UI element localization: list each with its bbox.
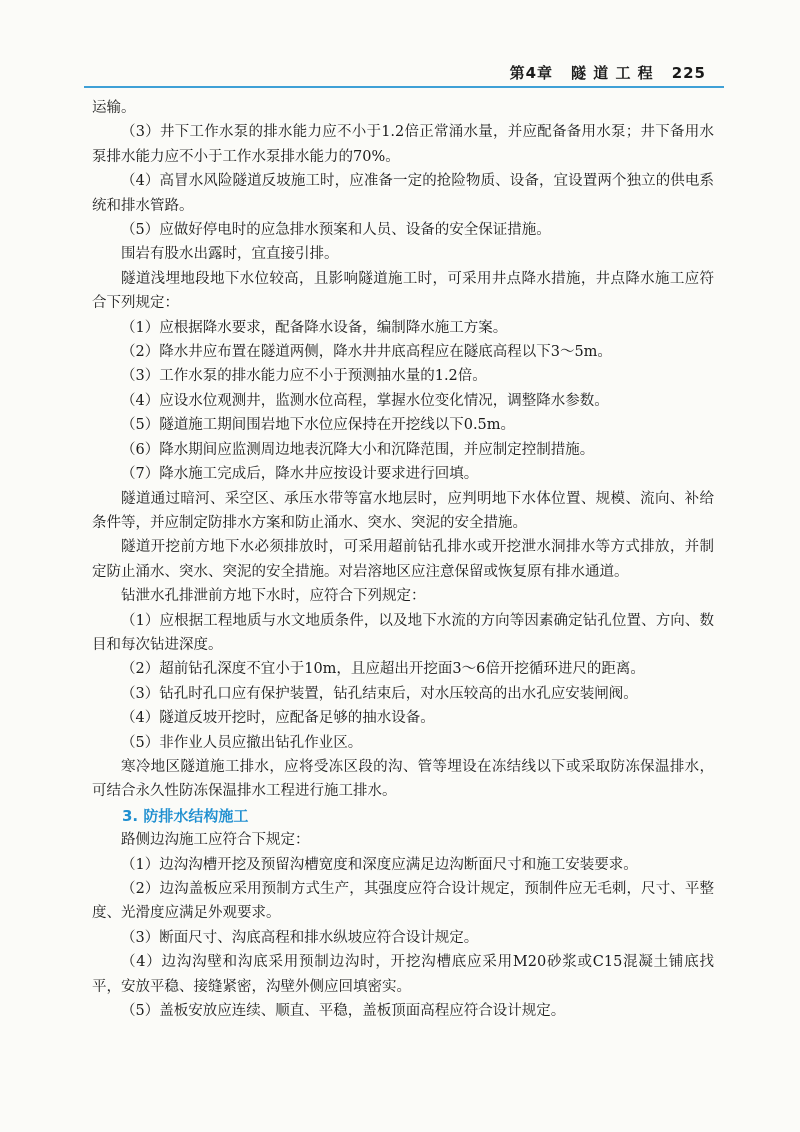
list-item: （3）工作水泵的排水能力应不小于预测抽水量的1.2倍。 — [121, 368, 487, 385]
list-item: （5）应做好停电时的应急排水预案和人员、设备的安全保证措施。 — [121, 222, 551, 239]
paragraph: 钻泄水孔排泄前方地下水时，应符合下列规定： — [121, 588, 426, 605]
list-item: （3）钻孔时孔口应有保护装置，钻孔结束后，对水压较高的出水孔应安装闸阀。 — [121, 685, 638, 702]
list-item: （4）边沟沟壁和沟底采用预制边沟时，开挖沟槽底应采用M20砂浆或C15混凝土铺底找平，安放平稳、接缝紧密，沟壁外侧应回填密实。 — [92, 954, 714, 995]
list-item: （4）应设水位观测井，监测水位高程，掌握水位变化情况，调整降水参数。 — [121, 392, 609, 409]
page-body — [92, 96, 714, 1023]
running-head — [510, 62, 706, 83]
list-item: （2）降水井应布置在隧道两侧，降水井井底高程应在隧底高程以下3～5m。 — [121, 344, 612, 361]
paragraph: 运输。 — [92, 100, 136, 116]
list-item: （7）降水施工完成后，降水井应按设计要求进行回填。 — [121, 466, 479, 483]
list-item: （2）边沟盖板应采用预制方式生产，其强度应符合设计规定，预制件应无毛刺，尺寸、平整度、光滑度应满足外观要求。 — [92, 881, 714, 922]
list-item: （2）超前钻孔深度不宜小于10m，且应超出开挖面3～6倍开挖循环进尺的距离。 — [121, 661, 645, 678]
paragraph: 围岩有股水出露时，宜直接引排。 — [121, 246, 339, 263]
list-item: （5）隧道施工期间围岩地下水位应保持在开挖线以下0.5m。 — [121, 417, 516, 434]
chapter-label: 第4章 — [509, 64, 554, 82]
header-rule — [84, 86, 724, 88]
list-item: （1）应根据工程地质与水文地质条件，以及地下水流的方向等因素确定钻孔位置、方向、数目和每次钻进深度。 — [92, 612, 714, 653]
paragraph: 隧道通过暗河、采空区、承压水带等富水地层时，应判明地下水体位置、规模、流向、补给条件等，并应制定防排水方案和防止涌水、突水、突泥的安全措施。 — [92, 490, 714, 531]
page-number: 225 — [671, 64, 706, 82]
list-item: （5）非作业人员应撤出钻孔作业区。 — [121, 734, 363, 751]
paragraph: 路侧边沟施工应符合下规定： — [121, 832, 310, 849]
section-heading: 3. 防排水结构施工 — [122, 806, 249, 825]
list-item: （4）高冒水风险隧道反坡施工时，应准备一定的抢险物质、设备，宜设置两个独立的供电系统和排水管路。 — [92, 173, 714, 214]
paragraph: 寒冷地区隧道施工排水，应将受冻区段的沟、管等埋设在冻结线以下或采取防冻保温排水，可结合永久性防冻保温排水工程进行施工排水。 — [92, 758, 714, 800]
list-item: （5）盖板安放应连续、顺直、平稳，盖板顶面高程应符合设计规定。 — [121, 1003, 566, 1020]
list-item: （4）隧道反坡开挖时，应配备足够的抽水设备。 — [121, 710, 435, 727]
list-item: （1）应根据降水要求，配备降水设备，编制降水施工方案。 — [121, 319, 508, 336]
list-item: （6）降水期间应监测周边地表沉降大小和沉降范围，并应制定控制措施。 — [121, 441, 595, 458]
list-item: （3）井下工作水泵的排水能力应不小于1.2倍正常涌水量，并应配备备用水泵；井下备用水泵排水能力应不小于工作水泵排水能力的70%。 — [92, 124, 714, 165]
paragraph: 隧道开挖前方地下水必须排放时，可采用超前钻孔排水或开挖泄水洞排水等方式排放，并制定防止涌水、突水、突泥的安全措施。对岩溶地区应注意保留或恢复原有排水通道。 — [92, 539, 714, 580]
list-item: （1）边沟沟槽开挖及预留沟槽宽度和深度应满足边沟断面尺寸和施工安装要求。 — [121, 856, 638, 873]
paragraph: 隧道浅埋地段地下水位较高，且影响隧道施工时，可采用井点降水措施，井点降水施工应符合下列规定： — [92, 270, 714, 312]
list-item: （3）断面尺寸、沟底高程和排水纵坡应符合设计规定。 — [121, 929, 479, 946]
page-header — [84, 56, 724, 84]
chapter-title: 隧 道 工 程 — [571, 64, 654, 82]
